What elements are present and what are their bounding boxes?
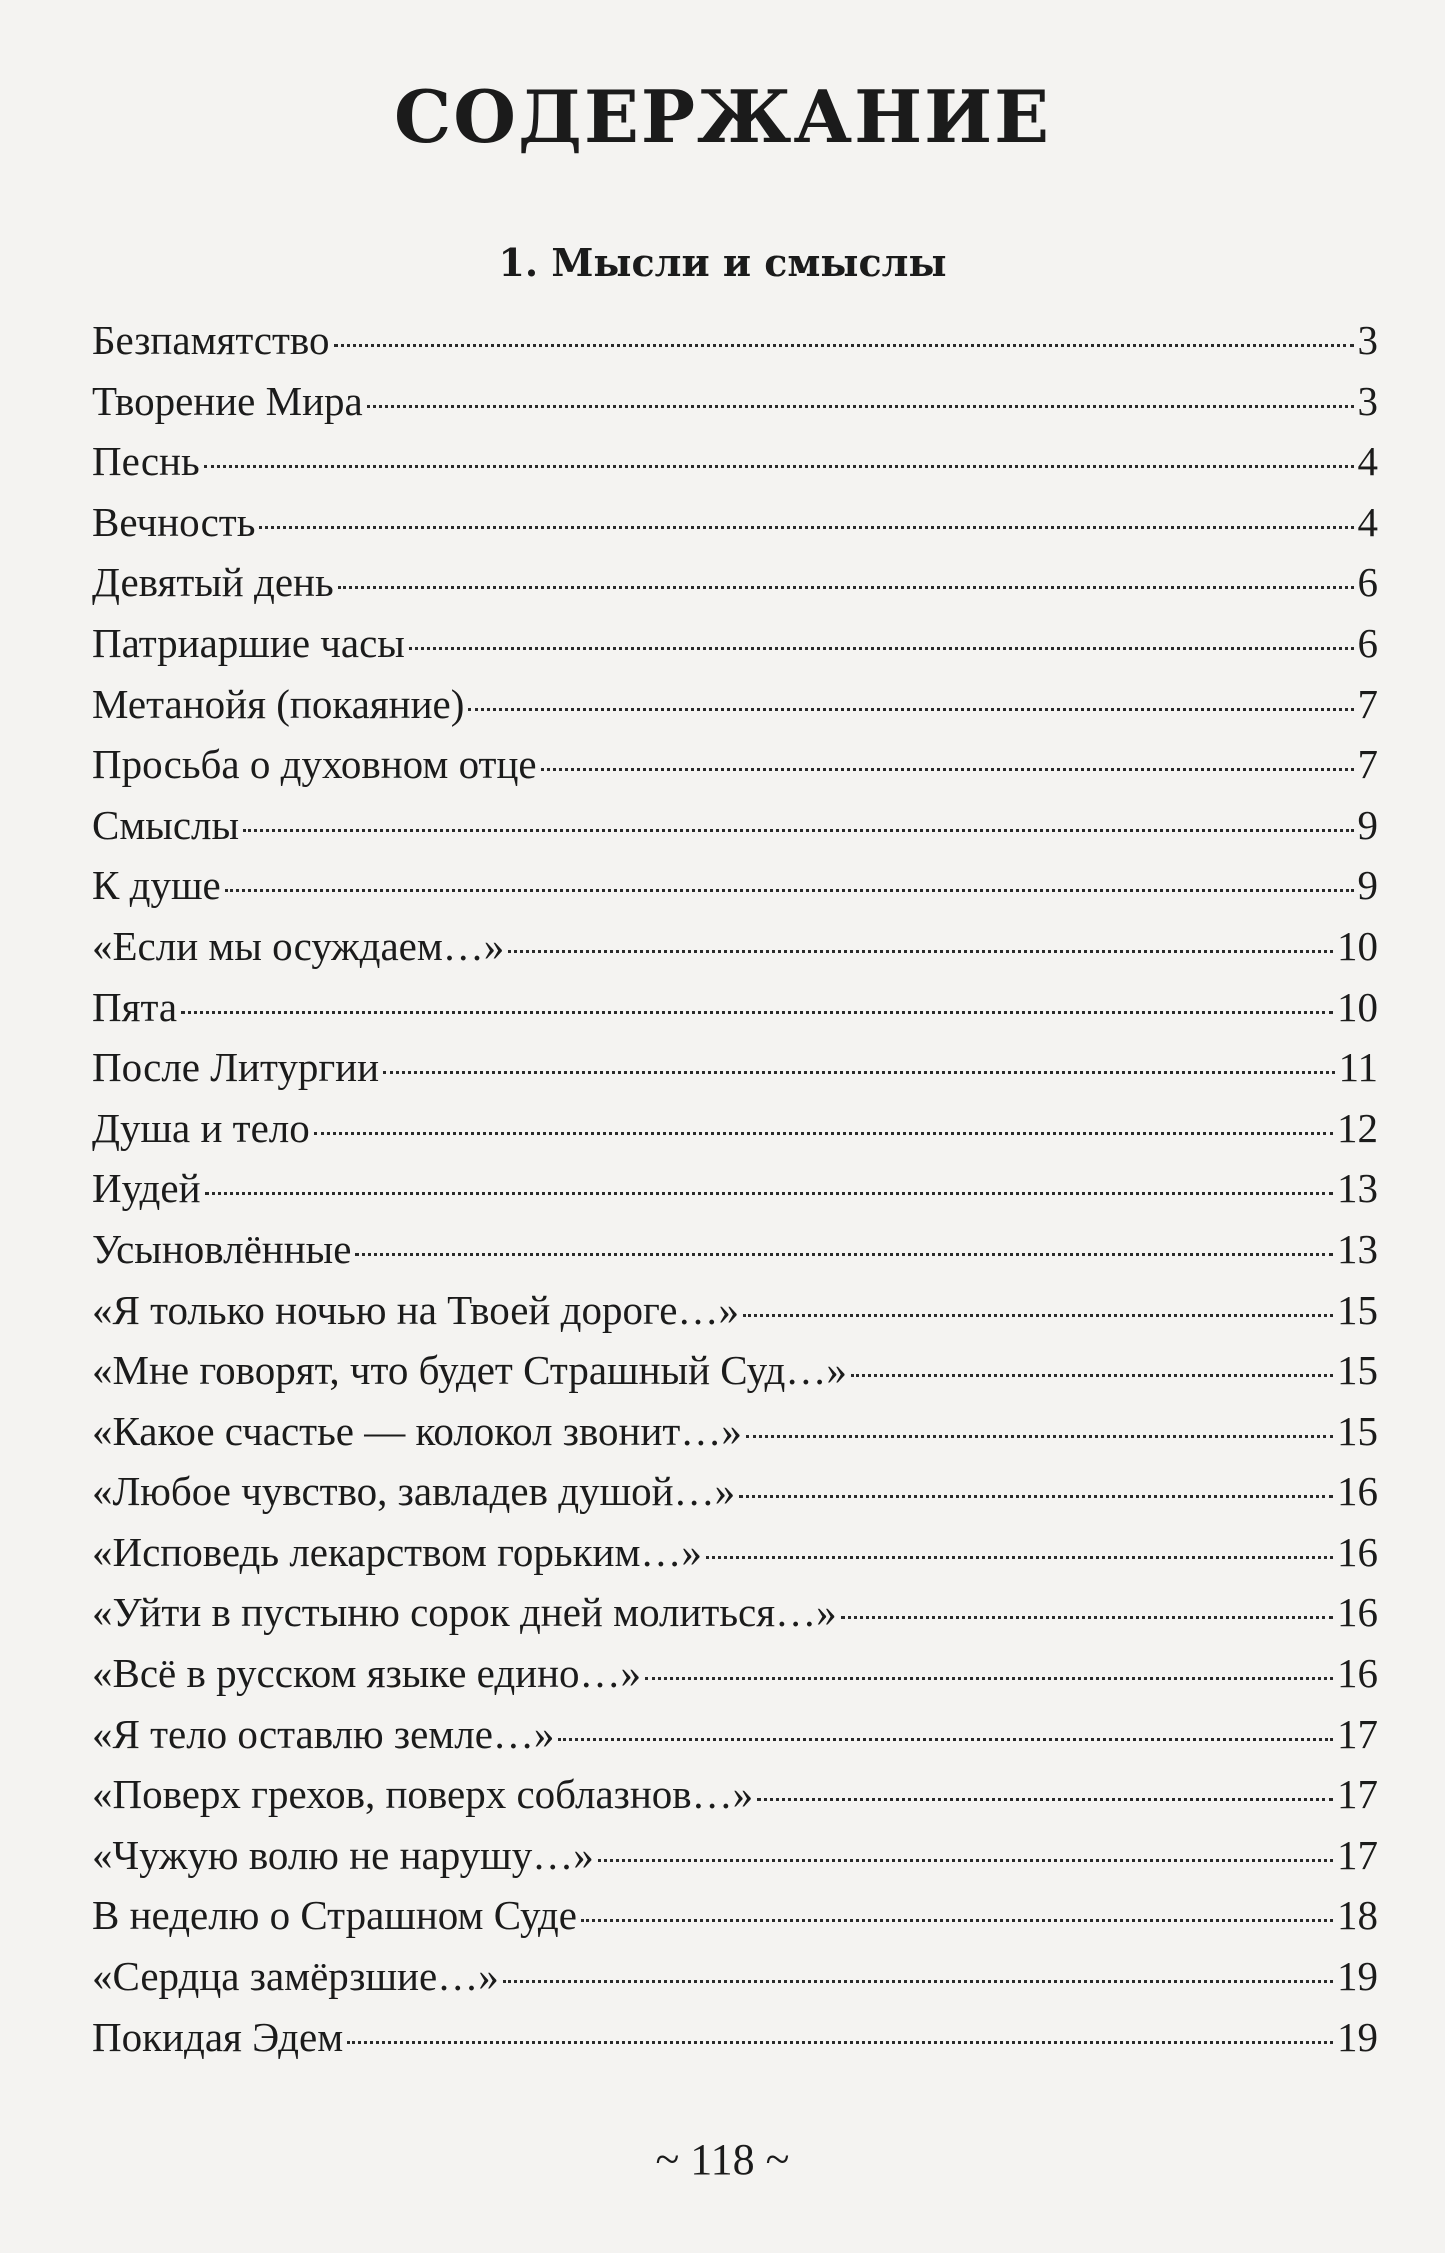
toc-entry bbox=[92, 1643, 1378, 1704]
toc-entry bbox=[92, 1280, 1378, 1341]
dot-leader bbox=[383, 1071, 1334, 1074]
toc-entry-page: 17 bbox=[1337, 1771, 1378, 1818]
toc-entry-page: 13 bbox=[1337, 1165, 1378, 1212]
toc-entry-title: «Мне говорят, что будет Страшный Суд…» bbox=[92, 1347, 847, 1394]
toc-entry bbox=[92, 795, 1378, 856]
dot-leader bbox=[503, 1980, 1333, 1983]
toc-entry-title: «Я только ночью на Твоей дороге…» bbox=[92, 1286, 739, 1333]
toc-entry-title: «Поверх грехов, поверх соблазнов…» bbox=[92, 1771, 754, 1818]
dot-leader bbox=[205, 1192, 1333, 1195]
toc-entry-page: 3 bbox=[1357, 317, 1378, 363]
dot-leader bbox=[225, 889, 1354, 892]
dot-leader bbox=[541, 768, 1354, 771]
dot-leader bbox=[757, 1798, 1333, 1801]
toc-entry-title: Покидая Эдем bbox=[92, 2013, 344, 2060]
toc-entry bbox=[92, 310, 1378, 371]
toc-entry-page: 19 bbox=[1337, 2013, 1378, 2060]
toc-entry bbox=[92, 674, 1378, 735]
dot-leader bbox=[347, 2041, 1333, 2044]
toc-entry-page: 10 bbox=[1337, 922, 1378, 969]
toc-entry-title: «Я тело оставлю земле…» bbox=[92, 1710, 555, 1757]
toc-entry-page: 10 bbox=[1337, 983, 1378, 1030]
toc-entry bbox=[92, 977, 1378, 1038]
toc-entry bbox=[92, 1825, 1378, 1886]
toc-entry-page: 7 bbox=[1357, 680, 1378, 727]
toc-entry-page: 16 bbox=[1337, 1589, 1378, 1636]
toc-entry-title: «Чужую волю не нарушу…» bbox=[92, 1831, 594, 1878]
dot-leader bbox=[355, 1253, 1333, 1256]
dot-leader bbox=[558, 1738, 1333, 1741]
toc-entry-page: 17 bbox=[1337, 1710, 1378, 1757]
toc-entry-page: 12 bbox=[1337, 1104, 1378, 1151]
toc-entry bbox=[92, 1158, 1378, 1219]
dot-leader bbox=[334, 344, 1354, 347]
dot-leader bbox=[746, 1435, 1333, 1438]
toc-entry-title: Безпамятство bbox=[92, 317, 330, 363]
dot-leader bbox=[851, 1374, 1333, 1377]
dot-leader bbox=[706, 1556, 1333, 1559]
toc-entry-title: «Всё в русском языке едино…» bbox=[92, 1650, 642, 1697]
toc-entry-title: После Литургии bbox=[92, 1044, 380, 1091]
toc-entry bbox=[92, 1522, 1378, 1583]
toc-entry-page: 4 bbox=[1357, 498, 1378, 545]
toc-entry-title: Просьба о духовном отце bbox=[92, 741, 537, 788]
toc-entry-title: «Любое чувство, завладев душой…» bbox=[92, 1468, 736, 1515]
table-of-contents bbox=[92, 310, 1378, 2067]
toc-entry bbox=[92, 1037, 1378, 1098]
toc-entry-title: «Исповедь лекарством горьким…» bbox=[92, 1528, 702, 1575]
dot-leader bbox=[181, 1011, 1333, 1014]
toc-entry-page: 4 bbox=[1357, 438, 1378, 485]
toc-entry bbox=[92, 1582, 1378, 1643]
dot-leader bbox=[598, 1859, 1333, 1862]
toc-entry-title: Творение Мира bbox=[92, 377, 363, 424]
toc-entry-title: Вечность bbox=[92, 498, 256, 545]
toc-entry-title: Патриаршие часы bbox=[92, 619, 405, 666]
toc-entry-title: Душа и тело bbox=[92, 1104, 310, 1151]
dot-leader bbox=[409, 647, 1354, 650]
toc-entry bbox=[92, 613, 1378, 674]
toc-entry-title: Песнь bbox=[92, 438, 200, 485]
toc-entry-page: 17 bbox=[1337, 1831, 1378, 1878]
toc-entry-page: 11 bbox=[1338, 1044, 1378, 1091]
toc-entry-title: Девятый день bbox=[92, 559, 334, 606]
dot-leader bbox=[508, 950, 1333, 953]
toc-entry-title: «Какое счастье — колокол звонит…» bbox=[92, 1407, 742, 1454]
toc-entry-title: «Сердца замёрзшие…» bbox=[92, 1953, 499, 2000]
toc-entry-title: «Если мы осуждаем…» bbox=[92, 922, 505, 969]
toc-entry bbox=[92, 552, 1378, 613]
toc-entry-page: 3 bbox=[1357, 377, 1378, 424]
toc-entry bbox=[92, 492, 1378, 553]
toc-entry-page: 16 bbox=[1337, 1468, 1378, 1515]
toc-entry-title: В неделю о Страшном Суде bbox=[92, 1892, 577, 1939]
dot-leader bbox=[841, 1616, 1333, 1619]
dot-leader bbox=[645, 1677, 1333, 1680]
toc-entry-title: Усыновлённые bbox=[92, 1225, 352, 1272]
toc-entry-page: 15 bbox=[1337, 1407, 1378, 1454]
dot-leader bbox=[581, 1919, 1333, 1922]
page-title: СОДЕРЖАНИЕ bbox=[393, 74, 1052, 159]
dot-leader bbox=[338, 586, 1354, 589]
toc-entry bbox=[92, 855, 1378, 916]
toc-entry-page: 7 bbox=[1357, 741, 1378, 788]
toc-entry bbox=[92, 1885, 1378, 1946]
toc-entry-page: 9 bbox=[1357, 801, 1378, 848]
toc-entry bbox=[92, 371, 1378, 432]
toc-entry-title: «Уйти в пустыню сорок дней молиться…» bbox=[92, 1589, 837, 1636]
toc-entry-page: 15 bbox=[1337, 1347, 1378, 1394]
toc-entry-title: Метанойя (покаяние) bbox=[92, 680, 465, 727]
toc-entry bbox=[92, 1764, 1378, 1825]
dot-leader bbox=[743, 1314, 1333, 1317]
dot-leader bbox=[314, 1132, 1333, 1135]
dot-leader bbox=[739, 1495, 1333, 1498]
toc-entry-title: К душе bbox=[92, 862, 221, 909]
toc-entry bbox=[92, 1946, 1378, 2007]
page-number: ~ 118 ~ bbox=[655, 2135, 790, 2184]
toc-entry-page: 16 bbox=[1337, 1650, 1378, 1697]
toc-entry bbox=[92, 1219, 1378, 1280]
toc-entry bbox=[92, 1340, 1378, 1401]
section-title: 1. Мысли и смыслы bbox=[498, 240, 947, 285]
toc-entry-page: 6 bbox=[1357, 619, 1378, 666]
toc-entry-title: Пята bbox=[92, 983, 178, 1030]
toc-entry-page: 15 bbox=[1337, 1286, 1378, 1333]
toc-entry-page: 16 bbox=[1337, 1528, 1378, 1575]
toc-entry-title: Смыслы bbox=[92, 801, 240, 848]
toc-entry bbox=[92, 1704, 1378, 1765]
toc-entry bbox=[92, 431, 1378, 492]
toc-entry bbox=[92, 916, 1378, 977]
toc-entry bbox=[92, 1461, 1378, 1522]
toc-entry-title: Иудей bbox=[92, 1165, 201, 1212]
toc-entry bbox=[92, 1098, 1378, 1159]
toc-entry-page: 19 bbox=[1337, 1953, 1378, 2000]
toc-entry bbox=[92, 1401, 1378, 1462]
toc-entry-page: 6 bbox=[1357, 559, 1378, 606]
dot-leader bbox=[259, 526, 1353, 529]
toc-entry-page: 9 bbox=[1357, 862, 1378, 909]
toc-entry bbox=[92, 734, 1378, 795]
toc-entry bbox=[92, 2007, 1378, 2068]
dot-leader bbox=[367, 405, 1354, 408]
dot-leader bbox=[468, 708, 1353, 711]
toc-entry-page: 18 bbox=[1337, 1892, 1378, 1939]
dot-leader bbox=[204, 465, 1354, 468]
dot-leader bbox=[243, 829, 1353, 832]
toc-entry-page: 13 bbox=[1337, 1225, 1378, 1272]
